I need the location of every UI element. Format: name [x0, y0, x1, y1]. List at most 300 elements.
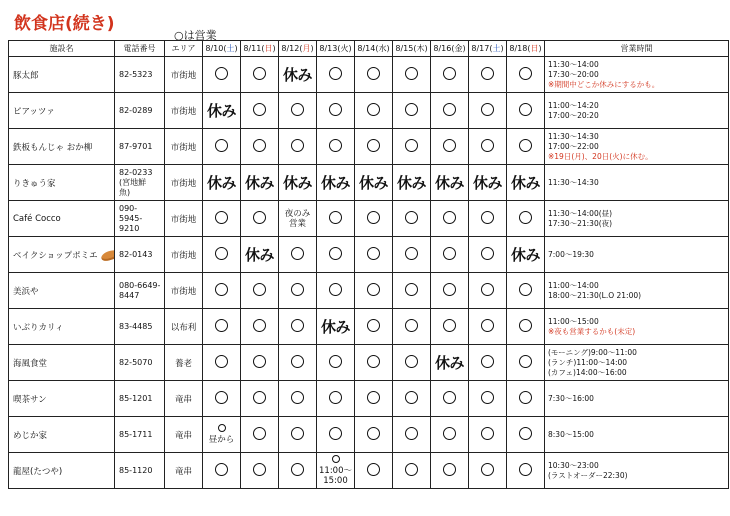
- open-circle-icon: [253, 103, 266, 116]
- day-cell: [393, 417, 431, 453]
- day-cell: [431, 417, 469, 453]
- open-circle-icon: [367, 67, 380, 80]
- day-cell: [355, 93, 393, 129]
- shop-name: [9, 453, 115, 489]
- day-cell: [317, 309, 355, 345]
- hours-line: 11:00～15:00: [548, 316, 599, 326]
- shop-name-text: 鉄板もんじゃ おか柳: [13, 142, 93, 153]
- header-date: [279, 41, 317, 57]
- area-cell: 市街地: [165, 93, 203, 129]
- day-cell: [241, 417, 279, 453]
- day-cell: [203, 201, 241, 237]
- hours-line: 11:30～14:00(昼): [548, 208, 613, 218]
- date-close: ): [500, 44, 504, 53]
- day-cell: [241, 165, 279, 201]
- shop-name-text: 海風食堂: [13, 358, 48, 369]
- day-cell: [279, 237, 317, 273]
- table-row: [9, 345, 729, 381]
- closed-label: 休み: [358, 174, 388, 192]
- open-circle-icon: [215, 247, 228, 260]
- business-hours: [545, 453, 729, 489]
- day-cell: [279, 381, 317, 417]
- phone-line: 5945-: [119, 213, 143, 223]
- shop-name: [9, 345, 115, 381]
- date-close: ): [310, 44, 314, 53]
- day-cell: [279, 201, 317, 237]
- day-cell: [317, 201, 355, 237]
- day-cell: [507, 129, 545, 165]
- open-circle-icon: [329, 103, 342, 116]
- hours-line: 11:00～14:00: [548, 280, 599, 290]
- day-cell: [469, 273, 507, 309]
- phone-line: 090-: [119, 203, 138, 213]
- day-cell: [203, 57, 241, 93]
- open-circle-icon: [291, 391, 304, 404]
- day-cell: [203, 93, 241, 129]
- day-cell: [507, 165, 545, 201]
- day-cell: [355, 237, 393, 273]
- day-cell: [431, 201, 469, 237]
- bread-icon: [100, 248, 115, 262]
- weekday: 土: [492, 44, 501, 53]
- day-cell: [469, 345, 507, 381]
- day-cell: [431, 57, 469, 93]
- day-cell: [241, 93, 279, 129]
- phone-number: [115, 273, 165, 309]
- area-cell: 市街地: [165, 237, 203, 273]
- phone-number: [115, 381, 165, 417]
- phone-line: 85-1201: [119, 393, 153, 403]
- open-circle-icon: [253, 67, 266, 80]
- day-cell: [317, 165, 355, 201]
- open-circle-icon: [443, 103, 456, 116]
- open-circle-icon: [405, 463, 418, 476]
- open-circle-icon: [291, 355, 304, 368]
- day-cell: [279, 309, 317, 345]
- business-hours: [545, 201, 729, 237]
- day-cell: [431, 381, 469, 417]
- open-circle-icon: [481, 427, 494, 440]
- date-text: 8/16(: [433, 44, 455, 53]
- shop-name-text: ベイクショップポミエ: [13, 250, 98, 261]
- header-date: [507, 41, 545, 57]
- shop-name-text: めじか家: [13, 430, 48, 441]
- open-circle-icon: [443, 427, 456, 440]
- date-text: 8/17(: [471, 44, 493, 53]
- phone-line: 82-5323: [119, 69, 153, 79]
- table-row: [9, 453, 729, 489]
- closed-label: 休み: [396, 174, 426, 192]
- table-row: [9, 129, 729, 165]
- closed-label: 休み: [320, 174, 350, 192]
- note-line: 15:00: [323, 476, 348, 486]
- day-cell: [393, 201, 431, 237]
- area-cell: 市街地: [165, 273, 203, 309]
- day-cell: [203, 345, 241, 381]
- open-circle-icon: [519, 463, 532, 476]
- open-circle-icon: [329, 283, 342, 296]
- business-hours: [545, 129, 729, 165]
- small-open-circle-icon: [332, 455, 340, 463]
- header-area: エリア: [165, 41, 203, 57]
- shop-name-text: りきゅう家: [13, 178, 56, 189]
- day-cell: [279, 453, 317, 489]
- open-circle-icon: [329, 139, 342, 152]
- date-text: 8/12(: [281, 44, 303, 53]
- hours-line: 17:00～22:00: [548, 141, 599, 151]
- area-cell: 市街地: [165, 201, 203, 237]
- shop-name: [9, 165, 115, 201]
- open-circle-icon: [519, 427, 532, 440]
- shop-name-text: 豚太郎: [13, 70, 39, 81]
- day-note: [203, 424, 240, 445]
- phone-number: [115, 417, 165, 453]
- hours-line: 11:30～14:30: [548, 177, 599, 187]
- weekday: 土: [226, 44, 235, 53]
- day-cell: [355, 417, 393, 453]
- open-circle-icon: [481, 247, 494, 260]
- day-cell: [469, 57, 507, 93]
- day-cell: [279, 93, 317, 129]
- open-circle-icon: [481, 139, 494, 152]
- phone-line: (宮地鮮: [119, 177, 147, 187]
- hours-line: 7:00～19:30: [548, 249, 594, 259]
- phone-number: [115, 129, 165, 165]
- date-text: 8/10(: [205, 44, 227, 53]
- area-cell: 竜串: [165, 417, 203, 453]
- business-hours: [545, 381, 729, 417]
- phone-number: [115, 165, 165, 201]
- hours-line: 17:30～21:30(夜): [548, 218, 613, 228]
- phone-line: 82-5070: [119, 357, 153, 367]
- open-circle-icon: [519, 319, 532, 332]
- open-circle-icon: [443, 391, 456, 404]
- open-circle-icon: [481, 211, 494, 224]
- header-date: [431, 41, 469, 57]
- date-text: 8/15(: [395, 44, 417, 53]
- open-circle-icon: [215, 211, 228, 224]
- day-cell: [507, 417, 545, 453]
- phone-line: 82-0233: [119, 167, 153, 177]
- open-circle-icon: [329, 247, 342, 260]
- open-circle-icon: [519, 391, 532, 404]
- weekday: 水: [378, 44, 387, 53]
- date-close: ): [424, 44, 428, 53]
- phone-line: 85-1120: [119, 465, 153, 475]
- hours-note: ※期間中どこか休みにするかも。: [548, 79, 660, 89]
- day-cell: [393, 381, 431, 417]
- hours-note: ※夜も営業するかも(未定): [548, 326, 636, 336]
- closed-label: 休み: [472, 174, 502, 192]
- open-circle-icon: [253, 211, 266, 224]
- open-circle-icon: [481, 67, 494, 80]
- day-cell: [203, 273, 241, 309]
- day-cell: [469, 165, 507, 201]
- weekday: 木: [416, 44, 425, 53]
- area-cell: 市街地: [165, 129, 203, 165]
- open-circle-icon: [215, 139, 228, 152]
- shop-name: [9, 57, 115, 93]
- hours-line: 11:30～14:30: [548, 131, 599, 141]
- day-cell: [241, 237, 279, 273]
- open-circle-icon: [443, 463, 456, 476]
- shop-name: [9, 201, 115, 237]
- weekday: 日: [530, 44, 539, 53]
- table-row: [9, 309, 729, 345]
- header-date: [317, 41, 355, 57]
- day-cell: [393, 165, 431, 201]
- day-cell: [469, 381, 507, 417]
- open-circle-icon: [405, 67, 418, 80]
- day-cell: [355, 57, 393, 93]
- date-close: ): [272, 44, 276, 53]
- day-cell: [469, 129, 507, 165]
- note-line: 昼から: [208, 435, 235, 445]
- day-cell: [317, 237, 355, 273]
- date-close: ): [538, 44, 542, 53]
- hours-line: (ラストオーダー22:30): [548, 470, 628, 480]
- date-text: 8/18(: [509, 44, 531, 53]
- shop-name-text: いぶりカリィ: [13, 322, 64, 333]
- day-cell: [393, 57, 431, 93]
- open-circle-icon: [329, 427, 342, 440]
- day-cell: [317, 93, 355, 129]
- weekday: 日: [264, 44, 273, 53]
- day-cell: [507, 345, 545, 381]
- phone-line: 9210: [119, 223, 140, 233]
- business-hours: [545, 309, 729, 345]
- table-row: [9, 273, 729, 309]
- open-circle-icon: [443, 139, 456, 152]
- shop-name-text: 喫茶サン: [13, 394, 47, 405]
- phone-number: [115, 201, 165, 237]
- day-cell: [279, 129, 317, 165]
- open-circle-icon: [367, 247, 380, 260]
- open-circle-icon: [367, 211, 380, 224]
- day-cell: [241, 453, 279, 489]
- open-circle-icon: [291, 139, 304, 152]
- area-cell: 竜串: [165, 381, 203, 417]
- open-circle-icon: [329, 391, 342, 404]
- day-cell: [393, 273, 431, 309]
- open-circle-icon: [519, 211, 532, 224]
- open-circle-icon: [367, 355, 380, 368]
- note-line: 夜のみ: [284, 208, 311, 219]
- day-cell: [241, 201, 279, 237]
- open-circle-icon: [519, 67, 532, 80]
- day-cell: [431, 237, 469, 273]
- open-circle-icon: [215, 391, 228, 404]
- header-row: [9, 41, 729, 57]
- day-cell: [507, 309, 545, 345]
- day-cell: [431, 345, 469, 381]
- open-circle-icon: [481, 391, 494, 404]
- day-cell: [393, 345, 431, 381]
- table-row: [9, 201, 729, 237]
- open-circle-icon: [329, 67, 342, 80]
- shop-name: [9, 417, 115, 453]
- weekday: 火: [340, 44, 349, 53]
- page-title: 飲食店(続き): [14, 14, 115, 34]
- open-circle-icon: [253, 139, 266, 152]
- day-cell: [317, 273, 355, 309]
- open-circle-icon: [443, 67, 456, 80]
- day-cell: [241, 381, 279, 417]
- shop-name: [9, 129, 115, 165]
- phone-line: 87-9701: [119, 141, 153, 151]
- day-cell: [317, 417, 355, 453]
- open-circle-icon: [291, 283, 304, 296]
- phone-line: 82-0143: [119, 249, 153, 259]
- date-text: 8/14(: [357, 44, 379, 53]
- day-cell: [279, 417, 317, 453]
- day-cell: [279, 345, 317, 381]
- open-circle-icon: [481, 103, 494, 116]
- header-date: [203, 41, 241, 57]
- schedule-body: [9, 57, 729, 489]
- day-cell: [355, 165, 393, 201]
- day-cell: [317, 345, 355, 381]
- shop-name-text: 美浜や: [13, 286, 39, 297]
- phone-number: [115, 57, 165, 93]
- open-circle-icon: [443, 283, 456, 296]
- day-note: [279, 209, 316, 229]
- business-hours: [545, 345, 729, 381]
- day-cell: [279, 57, 317, 93]
- day-cell: [355, 345, 393, 381]
- day-cell: [507, 237, 545, 273]
- day-cell: [317, 57, 355, 93]
- day-cell: [507, 273, 545, 309]
- shop-name: [9, 273, 115, 309]
- open-circle-icon: [367, 391, 380, 404]
- phone-number: [115, 237, 165, 273]
- day-cell: [355, 309, 393, 345]
- day-cell: [203, 129, 241, 165]
- phone-line: 82-0289: [119, 105, 153, 115]
- business-hours: [545, 165, 729, 201]
- closed-label: 休み: [320, 318, 350, 336]
- open-circle-icon: [443, 211, 456, 224]
- hours-line: 18:00～21:30(L.O 21:00): [548, 290, 642, 300]
- date-text: 8/13(: [319, 44, 341, 53]
- day-cell: [393, 93, 431, 129]
- day-cell: [393, 237, 431, 273]
- closed-label: 休み: [510, 174, 540, 192]
- day-cell: [469, 237, 507, 273]
- day-cell: [469, 453, 507, 489]
- open-circle-icon: [367, 463, 380, 476]
- note-line: 11:00～: [319, 466, 352, 476]
- open-circle-icon: [253, 391, 266, 404]
- day-cell: [241, 345, 279, 381]
- hours-note: ※19日(月)、20日(火)に休む。: [548, 151, 653, 161]
- business-hours: [545, 237, 729, 273]
- table-row: [9, 165, 729, 201]
- day-cell: [507, 201, 545, 237]
- day-cell: [431, 273, 469, 309]
- shop-name: [9, 237, 115, 273]
- open-circle-icon: [481, 355, 494, 368]
- open-circle-icon: [443, 247, 456, 260]
- day-note: [317, 455, 354, 486]
- day-cell: [203, 381, 241, 417]
- shop-name-text: Café Cocco: [13, 213, 61, 224]
- hours-line: 17:30～20:00: [548, 69, 599, 79]
- shop-name-text: 龍屋(たつや): [13, 466, 63, 477]
- open-circle-icon: [291, 463, 304, 476]
- open-circle-icon: [329, 355, 342, 368]
- hours-line: 11:00～14:20: [548, 100, 599, 110]
- open-circle-icon: [519, 355, 532, 368]
- weekday: 月: [302, 44, 311, 53]
- open-circle-icon: [291, 319, 304, 332]
- day-cell: [203, 453, 241, 489]
- table-row: [9, 93, 729, 129]
- date-close: ): [234, 44, 238, 53]
- day-cell: [241, 129, 279, 165]
- open-circle-icon: [481, 319, 494, 332]
- date-text: 8/11(: [243, 44, 265, 53]
- hours-line: 8:30～15:00: [548, 429, 594, 439]
- open-circle-icon: [367, 319, 380, 332]
- hours-line: 7:30～16:00: [548, 393, 594, 403]
- day-cell: [355, 201, 393, 237]
- phone-line: 83-4485: [119, 321, 153, 331]
- phone-number: [115, 345, 165, 381]
- open-circle-icon: [215, 319, 228, 332]
- day-cell: [355, 381, 393, 417]
- shop-name-text: ピアッツァ: [13, 106, 55, 117]
- hours-line: (ランチ)11:00～14:00: [548, 357, 628, 367]
- day-cell: [431, 129, 469, 165]
- day-cell: [469, 309, 507, 345]
- day-cell: [431, 93, 469, 129]
- open-circle-icon: [215, 283, 228, 296]
- open-circle-icon: [481, 463, 494, 476]
- day-cell: [317, 381, 355, 417]
- phone-line: 8447: [119, 290, 140, 300]
- closed-label: 休み: [434, 354, 464, 372]
- table-row: [9, 417, 729, 453]
- open-circle-icon: [291, 247, 304, 260]
- schedule-table: [8, 40, 729, 489]
- open-circle-icon: [253, 319, 266, 332]
- hours-line: (モーニング)9:00～11:00: [548, 347, 637, 357]
- open-circle-icon: [253, 355, 266, 368]
- day-cell: [279, 165, 317, 201]
- small-open-circle-icon: [218, 424, 226, 432]
- day-cell: [279, 273, 317, 309]
- shop-name: [9, 93, 115, 129]
- open-circle-icon: [519, 139, 532, 152]
- hours-line: 10:30～23:00: [548, 460, 599, 470]
- closed-label: 休み: [510, 246, 540, 264]
- day-cell: [469, 93, 507, 129]
- day-cell: [469, 417, 507, 453]
- table-row: [9, 57, 729, 93]
- closed-label: 休み: [206, 174, 236, 192]
- header-date: [355, 41, 393, 57]
- open-circle-icon: [367, 427, 380, 440]
- day-cell: [203, 237, 241, 273]
- header-hours: 営業時間: [545, 41, 729, 57]
- area-cell: 市街地: [165, 57, 203, 93]
- open-circle-icon: [481, 283, 494, 296]
- day-cell: [241, 273, 279, 309]
- open-circle-icon: [367, 103, 380, 116]
- phone-line: 080-6649-: [119, 280, 161, 290]
